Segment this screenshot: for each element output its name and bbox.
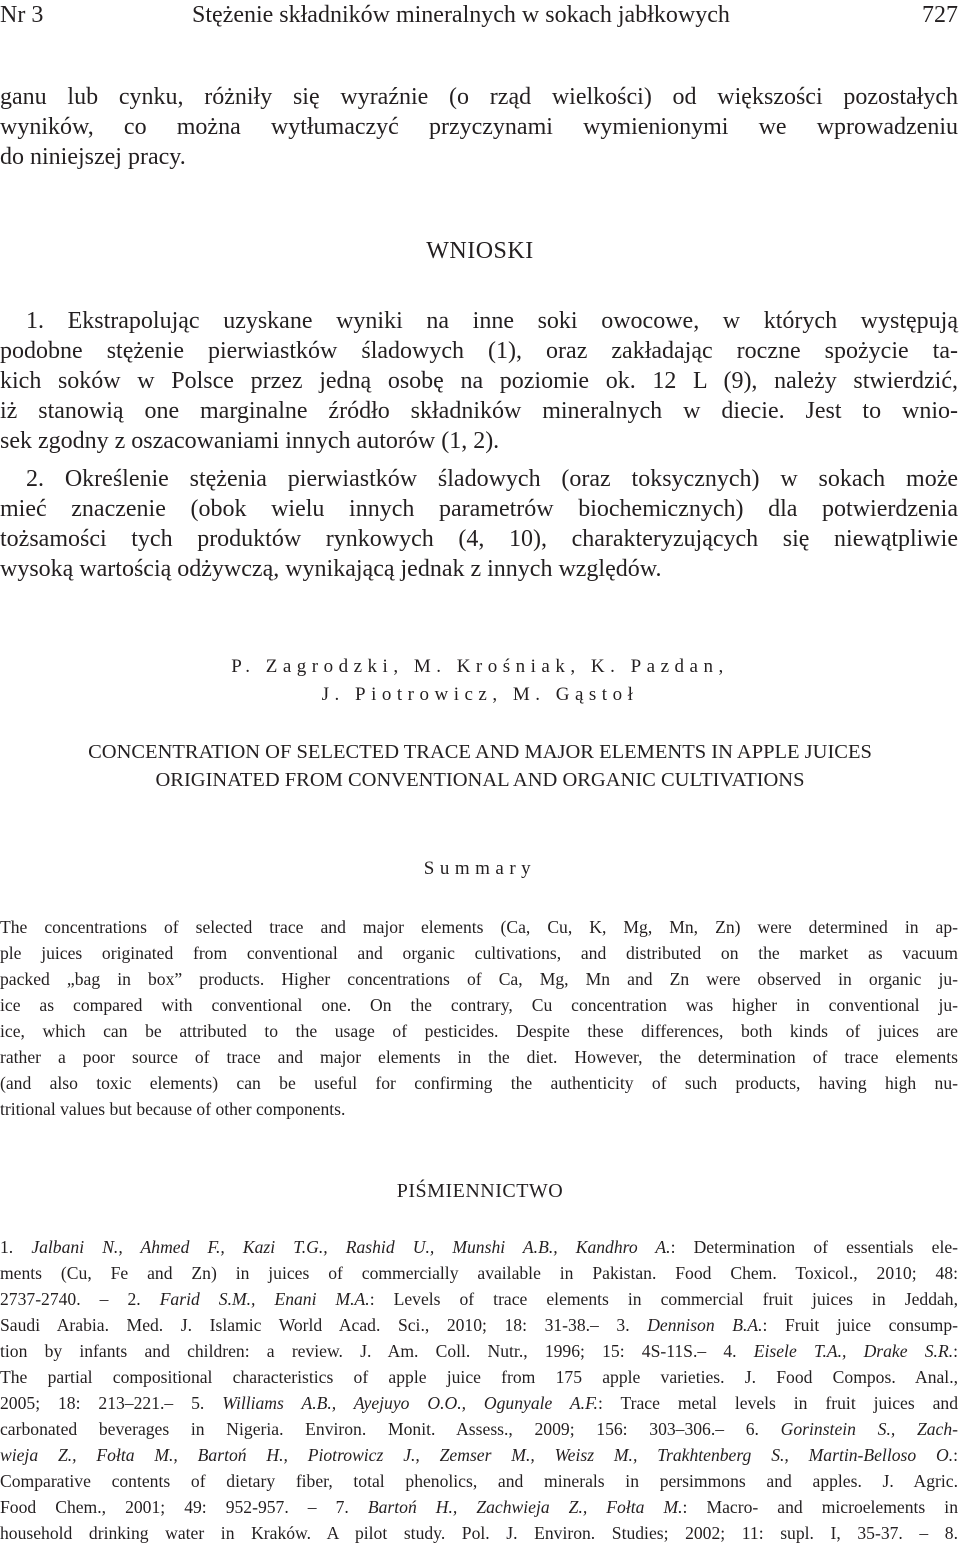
reference-line bbox=[0, 1338, 958, 1364]
reference-authors: Williams A.B., Ayejuyo O.O., Ogunyale A.F. bbox=[222, 1393, 598, 1413]
reference-line bbox=[0, 1390, 958, 1416]
reference-authors: Jalbani N., Ahmed F., Kazi T.G., Rashid U., Munshi A.B., Kandhro A. bbox=[31, 1237, 671, 1257]
text-line: podobne stężenie pierwiastków śladowych (1), oraz zakładając roczne spożycie ta- bbox=[0, 338, 958, 364]
reference-text: Comparative contents of dietary fiber, total phenolics, and minerals in persimmons and apples. J. Agric. bbox=[0, 1471, 958, 1491]
reference-line bbox=[0, 1260, 958, 1286]
reference-authors: wieja Z., Fołta M., Bartoń H., Piotrowicz J., Zemser M., Weisz M., Trakhtenberg S., Martin-Belloso O. bbox=[0, 1445, 954, 1465]
text-line: mieć znaczenie (obok wielu innych parametrów biochemicznych) dla potwierdzenia bbox=[0, 496, 958, 522]
reference-line bbox=[0, 1494, 958, 1520]
text-line: ple juices originated from conventional and organic cultivations, and distributed on the market as vacuum bbox=[0, 943, 958, 963]
reference-line bbox=[0, 1416, 958, 1442]
reference-line bbox=[0, 1468, 958, 1494]
reference-text: : Determination of essentials ele- bbox=[670, 1237, 958, 1257]
reference-authors: Bartoń H., Zachwieja Z., Fołta M. bbox=[367, 1497, 683, 1517]
reference-text: : Macro- and microelements in bbox=[682, 1497, 958, 1517]
reference-text: 1. bbox=[0, 1237, 32, 1257]
reference-line bbox=[0, 1520, 958, 1546]
text-line: (and also toxic elements) can be useful for confirming the authenticity of such products, having high nu- bbox=[0, 1073, 958, 1093]
conclusions-heading: WNIOSKI bbox=[426, 238, 534, 264]
reference-text: 2005; 18: 213–221.– 5. bbox=[0, 1393, 223, 1413]
reference-authors: Dennison B.A. bbox=[647, 1315, 763, 1335]
text-line: ice as compared with conventional one. On the contrary, Cu concentration was higher in conventional ju- bbox=[0, 995, 958, 1015]
english-title-line-2: ORIGINATED FROM CONVENTIONAL AND ORGANIC CULTIVATIONS bbox=[155, 769, 805, 791]
text-line: The concentrations of selected trace and major elements (Ca, Cu, K, Mg, Mn, Zn) were determined in ap- bbox=[0, 917, 958, 937]
reference-text: tion by infants and children: a review. J. Am. Coll. Nutr., 1996; 15: 4S-11S.– 4. bbox=[0, 1341, 754, 1361]
reference-line bbox=[0, 1312, 958, 1338]
text-line: 1. Ekstrapolując uzyskane wyniki na inne soki owocowe, w których występują bbox=[26, 308, 958, 334]
authors-line-2: J. Piotrowicz, M. Gąstoł bbox=[321, 684, 639, 705]
reference-authors: Eisele T.A., Drake S.R. bbox=[753, 1341, 954, 1361]
reference-line bbox=[0, 1286, 958, 1312]
reference-text: : Fruit juice consump- bbox=[762, 1315, 958, 1335]
text-line: iż stanowią one marginalne źródło składników mineralnych w diecie. Jest to wnio- bbox=[0, 398, 958, 424]
references-heading: PIŚMIENNICTWO bbox=[396, 1180, 564, 1202]
reference-text: : bbox=[953, 1341, 958, 1361]
reference-line bbox=[0, 1442, 958, 1468]
issue-number: Nr 3 bbox=[0, 2, 44, 28]
text-line: 2. Określenie stężenia pierwiastków śladowych (oraz toksycznych) w sokach może bbox=[26, 466, 958, 492]
text-line: wyników, co można wytłumaczyć przyczynami wymienionymi we wprowadzeniu bbox=[0, 114, 958, 140]
reference-text: 2737-2740. – 2. bbox=[0, 1289, 160, 1309]
text-line: packed „bag in box” products. Higher concentrations of Ca, Mg, Mn and Zn were observed in organic ju- bbox=[0, 969, 958, 989]
reference-line bbox=[0, 1234, 958, 1260]
reference-text: ments (Cu, Fe and Zn) in juices of commercially available in Pakistan. Food Chem. Toxicol., 2010; 48: bbox=[0, 1263, 958, 1283]
reference-text: carbonated beverages in Nigeria. Environ. Monit. Assess., 2009; 156: 303–306.– 6. bbox=[0, 1419, 781, 1439]
reference-authors: Farid S.M., Enani M.A. bbox=[159, 1289, 370, 1309]
reference-text: : Trace metal levels in fruit juices and bbox=[597, 1393, 959, 1413]
page-number: 727 bbox=[922, 2, 958, 28]
reference-text: household drinking water in Kraków. A pilot study. Pol. J. Environ. Studies; 2002; 11: supl. I, 35-37. – 8. bbox=[0, 1523, 958, 1543]
reference-text: : Levels of trace elements in commercial fruit juices in Jeddah, bbox=[369, 1289, 958, 1309]
text-line: sek zgodny z oszacowaniami innych autorów (1, 2). bbox=[0, 428, 500, 454]
reference-text: Food Chem., 2001; 49: 952-957. – 7. bbox=[0, 1497, 368, 1517]
references-list bbox=[0, 1234, 958, 1546]
text-line: tożsamości tych produktów rynkowych (4, 10), charakteryzujących się niewątpliwie bbox=[0, 526, 958, 552]
text-line: wysoką wartością odżywczą, wynikającą jednak z innych względów. bbox=[0, 556, 662, 582]
summary-heading: Summary bbox=[423, 858, 537, 879]
summary-paragraph bbox=[0, 914, 958, 1122]
text-line: kich soków w Polsce przez jedną osobę na poziomie ok. 12 L (9), należy stwierdzić, bbox=[0, 368, 958, 394]
reference-authors: Gorinstein S., Zach- bbox=[780, 1419, 958, 1439]
english-title-line-1: CONCENTRATION OF SELECTED TRACE AND MAJOR ELEMENTS IN APPLE JUICES bbox=[88, 741, 872, 763]
conclusion-item-2 bbox=[0, 464, 958, 584]
running-title: Stężenie składników mineralnych w sokach jabłkowych bbox=[192, 2, 730, 28]
text-line: ice, which can be attributed to the usage of pesticides. Despite these differences, both kinds of juices are bbox=[0, 1021, 958, 1041]
reference-text: : bbox=[953, 1445, 958, 1465]
intro-paragraph bbox=[0, 82, 958, 172]
reference-text: Saudi Arabia. Med. J. Islamic World Acad. Sci., 2010; 18: 31-38.– 3. bbox=[0, 1315, 648, 1335]
conclusion-item-1 bbox=[0, 306, 958, 456]
authors-line-1: P. Zagrodzki, M. Krośniak, K. Pazdan, bbox=[231, 656, 729, 677]
reference-text: The partial compositional characteristics of apple juice from 175 apple varieties. J. Food Compos. Anal., bbox=[0, 1367, 958, 1387]
text-line: tritional values but because of other components. bbox=[0, 1099, 346, 1119]
text-line: do niniejszej pracy. bbox=[0, 144, 186, 170]
reference-line bbox=[0, 1364, 958, 1390]
text-line: ganu lub cynku, różniły się wyraźnie (o rząd wielkości) od większości pozostałych bbox=[0, 84, 958, 110]
text-line: rather a poor source of trace and major elements in the diet. However, the determination of trace elements bbox=[0, 1047, 958, 1067]
